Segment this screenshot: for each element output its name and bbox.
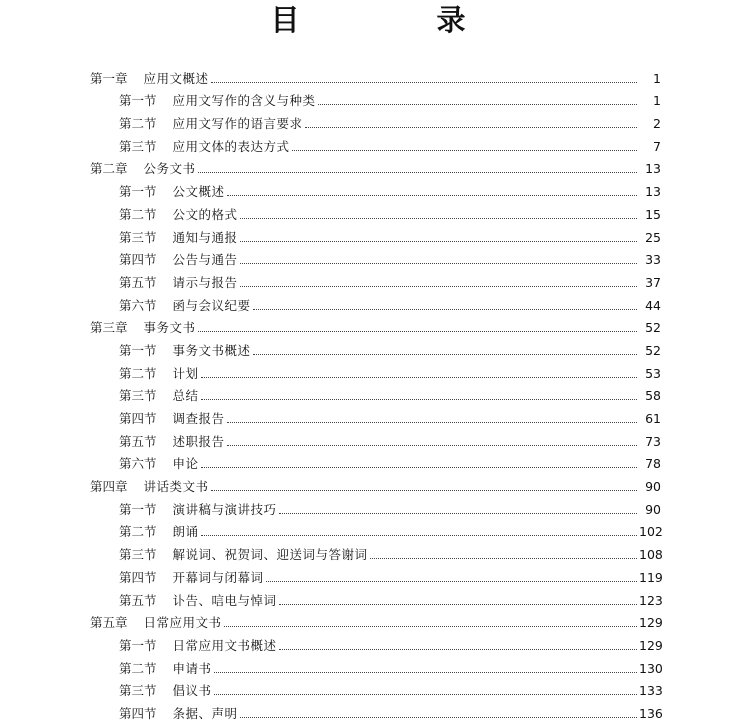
toc-section-row[interactable]: [0, 654, 736, 677]
toc-chapter-row[interactable]: [0, 472, 736, 495]
toc-entry-number: 第二节: [119, 660, 157, 676]
toc-entry-title: 公告与通告: [172, 252, 238, 268]
toc-page-number: 44: [645, 297, 661, 313]
toc-page-number: 52: [645, 320, 661, 336]
toc-entry-number: 第四节: [119, 705, 157, 721]
toc-entry-title: 申论: [172, 456, 199, 472]
toc-page-number: 90: [645, 479, 661, 495]
toc-entry-number: 第三节: [119, 683, 157, 699]
toc-entry-title: 条据、声明: [172, 705, 238, 721]
toc-entry-title: 申请书: [172, 660, 212, 676]
toc-entry-title: 事务文书概述: [172, 342, 251, 358]
toc-entry-number: 第五节: [119, 274, 157, 290]
dot-leader: [211, 490, 637, 491]
dot-leader: [318, 104, 637, 105]
toc-section-row[interactable]: [0, 699, 736, 722]
dot-leader: [201, 467, 637, 468]
toc-entry-number: 第一章: [90, 70, 128, 86]
toc-section-row[interactable]: [0, 177, 736, 200]
dot-leader: [198, 331, 637, 332]
toc-page-number: 129: [639, 637, 663, 653]
toc-page-number: 25: [645, 229, 661, 245]
toc-page-number: 33: [645, 252, 661, 268]
toc-entry-title: 公务文书: [143, 161, 196, 177]
toc-entry-title: 演讲稿与演讲技巧: [172, 501, 277, 517]
toc-entry-title: 应用文写作的含义与种类: [172, 93, 316, 109]
dot-leader: [227, 422, 637, 423]
dot-leader: [253, 309, 637, 310]
toc-entry-number: 第六节: [119, 456, 157, 472]
toc-entry-number: 第五节: [119, 433, 157, 449]
toc-section-row[interactable]: [0, 518, 736, 541]
toc-entry-title: 应用文体的表达方式: [172, 138, 290, 154]
toc-page-number: 52: [645, 342, 661, 358]
toc-page-number: 2: [653, 116, 661, 132]
toc-section-row[interactable]: [0, 495, 736, 518]
toc-entry-title: 日常应用文书概述: [172, 637, 277, 653]
toc-section-row[interactable]: [0, 336, 736, 359]
toc-entry-number: 第四节: [119, 252, 157, 268]
toc-entry-title: 公文概述: [172, 184, 225, 200]
toc-section-row[interactable]: [0, 359, 736, 382]
toc-section-row[interactable]: [0, 540, 736, 563]
toc-entry-number: 第三节: [119, 229, 157, 245]
dot-leader: [279, 513, 637, 514]
toc-page-number: 15: [645, 206, 661, 222]
toc-page-number: 13: [645, 161, 661, 177]
dot-leader: [240, 263, 637, 264]
table-of-contents: [0, 64, 736, 722]
toc-chapter-row[interactable]: [0, 64, 736, 87]
toc-section-row[interactable]: [0, 223, 736, 246]
dot-leader: [240, 241, 637, 242]
toc-entry-number: 第二节: [119, 524, 157, 540]
toc-entry-number: 第四章: [90, 479, 128, 495]
toc-section-row[interactable]: [0, 200, 736, 223]
dot-leader: [240, 717, 637, 718]
toc-page-number: 90: [645, 501, 661, 517]
toc-section-row[interactable]: [0, 291, 736, 314]
toc-page-number: 58: [645, 388, 661, 404]
dot-leader: [198, 172, 637, 173]
toc-entry-title: 调查报告: [172, 411, 225, 426]
toc-page-number: 53: [645, 365, 661, 381]
toc-section-row[interactable]: [0, 631, 736, 654]
toc-chapter-row[interactable]: [0, 314, 736, 337]
dot-leader: [214, 672, 637, 673]
toc-entry-title: 应用文写作的语言要求: [172, 116, 303, 132]
dot-leader: [240, 286, 637, 287]
toc-page-number: 37: [645, 274, 661, 290]
toc-section-row[interactable]: [0, 677, 736, 700]
toc-section-row[interactable]: [0, 450, 736, 473]
toc-page-number: 61: [645, 411, 661, 426]
toc-entry-title: 日常应用文书: [143, 615, 222, 631]
toc-entry-number: 第五节: [119, 592, 157, 608]
toc-entry-number: 第三章: [90, 320, 128, 336]
toc-entry-number: 第二章: [90, 161, 128, 177]
toc-entry-number: 第一节: [119, 501, 157, 517]
toc-entry-title: 讲话类文书: [143, 479, 209, 495]
toc-page-number: 129: [639, 615, 663, 631]
toc-entry-title: 通知与通报: [172, 229, 238, 245]
toc-entry-number: 第二节: [119, 206, 157, 222]
toc-entry-number: 第二节: [119, 116, 157, 132]
toc-chapter-row[interactable]: [0, 609, 736, 632]
toc-page-number: 119: [639, 569, 663, 585]
toc-entry-title: 讣告、唁电与悼词: [172, 592, 277, 608]
toc-entry-title: 朗诵: [172, 524, 199, 540]
toc-page-number: 13: [645, 184, 661, 200]
toc-section-row[interactable]: [0, 404, 736, 427]
toc-page-number: 102: [639, 524, 663, 540]
toc-section-row[interactable]: [0, 427, 736, 450]
toc-entry-title: 解说词、祝贺词、迎送词与答谢词: [172, 547, 368, 563]
toc-section-row[interactable]: [0, 586, 736, 609]
dot-leader: [211, 82, 637, 83]
toc-page-number: 1: [653, 93, 661, 109]
toc-entry-number: 第六节: [119, 297, 157, 313]
dot-leader: [292, 150, 637, 151]
toc-section-row[interactable]: [0, 132, 736, 155]
dot-leader: [370, 558, 637, 559]
toc-entry-title: 计划: [172, 365, 199, 381]
dot-leader: [279, 649, 637, 650]
toc-page-number: 108: [639, 547, 663, 563]
toc-section-row[interactable]: [0, 382, 736, 405]
toc-page-number: 133: [639, 683, 663, 699]
toc-entry-number: 第二节: [119, 365, 157, 381]
dot-leader: [305, 127, 637, 128]
toc-section-row[interactable]: [0, 109, 736, 132]
toc-section-row[interactable]: [0, 268, 736, 291]
toc-entry-number: 第一节: [119, 637, 157, 653]
toc-page-number: 78: [645, 456, 661, 472]
toc-entry-number: 第一节: [119, 184, 157, 200]
toc-section-row[interactable]: [0, 563, 736, 586]
toc-entry-number: 第三节: [119, 388, 157, 404]
toc-section-row[interactable]: [0, 246, 736, 269]
dot-leader: [201, 377, 637, 378]
toc-page-number: 123: [639, 592, 663, 608]
toc-entry-title: 请示与报告: [172, 274, 238, 290]
dot-leader: [266, 581, 637, 582]
toc-chapter-row[interactable]: [0, 155, 736, 178]
toc-entry-number: 第一节: [119, 342, 157, 358]
toc-entry-number: 第三节: [119, 547, 157, 563]
dot-leader: [224, 626, 637, 627]
toc-entry-number: 第四节: [119, 569, 157, 585]
toc-entry-title: 述职报告: [172, 433, 225, 449]
toc-section-row[interactable]: [0, 87, 736, 110]
toc-page-number: 7: [653, 138, 661, 154]
toc-entry-title: 开幕词与闭幕词: [172, 569, 264, 585]
toc-entry-number: 第三节: [119, 138, 157, 154]
dot-leader: [279, 604, 637, 605]
dot-leader: [240, 218, 637, 219]
toc-page-number: 136: [639, 705, 663, 721]
toc-entry-number: 第五章: [90, 615, 128, 631]
dot-leader: [227, 195, 637, 196]
toc-entry-title: 函与会议纪要: [172, 297, 251, 313]
toc-entry-title: 公文的格式: [172, 206, 238, 222]
toc-entry-title: 总结: [172, 388, 199, 404]
toc-entry-number: 第一节: [119, 93, 157, 109]
dot-leader: [201, 535, 637, 536]
toc-page-number: 130: [639, 660, 663, 676]
toc-page-number: 1: [653, 70, 661, 86]
page-title: 目 录: [270, 3, 520, 37]
toc-entry-title: 应用文概述: [143, 70, 209, 86]
dot-leader: [253, 354, 637, 355]
dot-leader: [227, 445, 637, 446]
toc-entry-title: 事务文书: [143, 320, 196, 336]
dot-leader: [201, 399, 637, 400]
dot-leader: [214, 694, 637, 695]
toc-entry-title: 倡议书: [172, 683, 212, 699]
toc-page-number: 73: [645, 433, 661, 449]
toc-entry-number: 第四节: [119, 411, 157, 426]
